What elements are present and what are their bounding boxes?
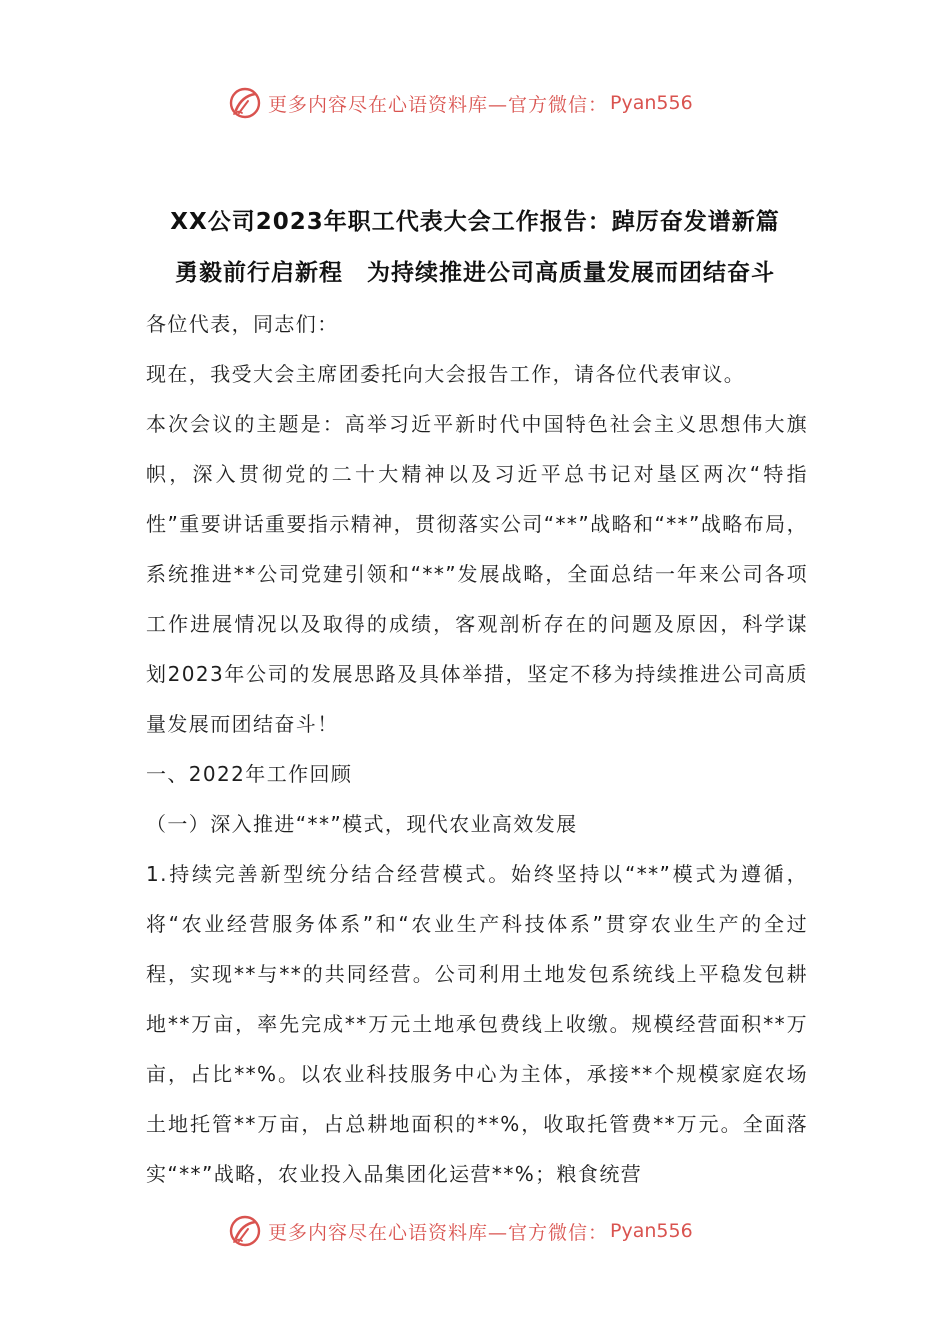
watermark-text: 更多内容尽在心语资料库—官方微信：	[268, 93, 609, 116]
watermark-contact: Pyan556	[610, 92, 693, 114]
watermark-text: 更多内容尽在心语资料库—官方微信：	[268, 1221, 609, 1244]
subsection-heading: （一）深入推进“**”模式，现代农业高效发展	[146, 812, 578, 836]
item-paragraph: 1.持续完善新型统分结合经营模式。始终坚持以“**”模式为遵循，将“农业经营服务体系”和“农业生产科技体系”贯穿农业生产的全过程，实现**与**的共同经营。公司利用土地发包系统线上平稳发包耕地**万亩，率先完成**万元土地承包费线上收缴。规模经营面积**万亩，占比**%。以农业科技服务中心为主体，承接**个规模家庭农场土地托管**万亩，占总耕地面积的**%，收取托管费**万元。全面落实“**”战略，农业投入品集团化运营**%；粮食统营	[146, 862, 808, 1186]
watermark-banner-bottom	[228, 1211, 693, 1251]
document-title-line-1: XX公司2023年职工代表大会工作报告：踔厉奋发谱新篇	[170, 209, 780, 235]
watermark-contact: Pyan556	[610, 1220, 693, 1242]
document-body	[146, 299, 808, 1199]
theme-paragraph: 本次会议的主题是：高举习近平新时代中国特色社会主义思想伟大旗帜，深入贯彻党的二十大精神以及习近平总书记对垦区两次“特指性”重要讲话重要指示精神，贯彻落实公司“**”战略和“**”战略布局，系统推进**公司党建引领和“**”发展战略，全面总结一年来公司各项工作进展情况以及取得的成绩，客观剖析存在的问题及原因，科学谋划2023年公司的发展思路及具体举措，坚定不移为持续推进公司高质量发展而团结奋斗！	[146, 412, 808, 736]
pen-logo-icon	[228, 1214, 262, 1248]
salutation: 各位代表，同志们：	[146, 312, 339, 336]
document-title-line-2: 勇毅前行启新程 为持续推进公司高质量发展而团结奋斗	[175, 260, 775, 286]
section-heading: 一、2022年工作回顾	[146, 762, 353, 786]
pen-logo-icon	[228, 86, 262, 120]
opening-paragraph: 现在，我受大会主席团委托向大会报告工作，请各位代表审议。	[146, 362, 746, 386]
watermark-banner-top	[228, 83, 693, 123]
